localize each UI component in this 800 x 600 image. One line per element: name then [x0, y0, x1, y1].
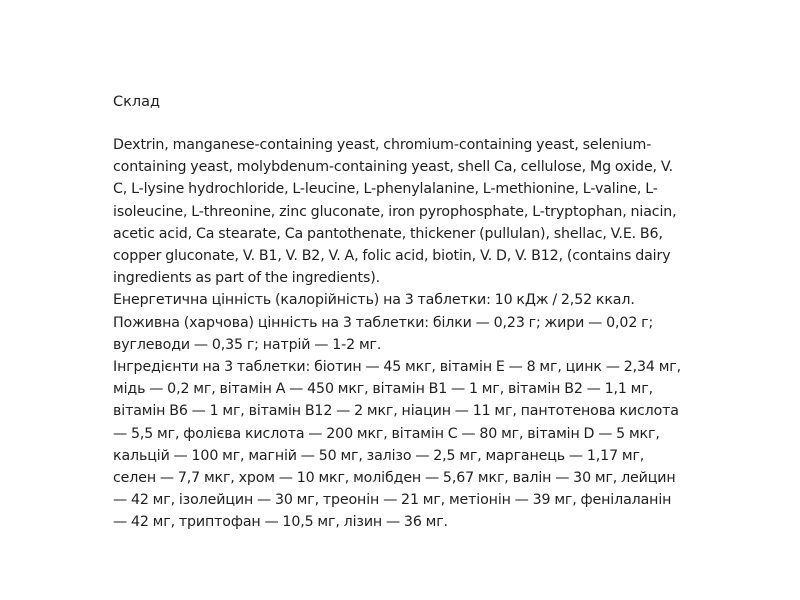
- section-heading: Склад: [113, 94, 161, 110]
- ingredients-paragraph: Dextrin, manganese-containing yeast, chromium-containing yeast, selenium-containing yeast, molybdenum-containing yeast, shell Ca, cellulose, Mg oxide, V. C, L-lysine hydrochloride, L-leucine, L-phenylalanine, L-methionine, L-valine, L-isoleucine, L-threonine, zinc gluconate, iron pyrophosphate, L-tryptophan, niacin, acetic acid, Ca stearate, Ca pantothenate, thickener (pullulan), shellac, V.E. B6, copper gluconate, V. B1, V. B2, V. A, folic acid, biotin, V. D, V. B12, (contains dairy ingredients as part of the ingredients).: [113, 137, 677, 287]
- composition-section: [113, 92, 687, 534]
- nutrition-value-paragraph: Поживна (харчова) цінність на 3 таблетки: білки — 0,23 г; жири — 0,02 г; вуглеводи — 0,35 г; натрій — 1-2 мг.: [113, 314, 654, 353]
- dosage-ingredients-paragraph: Інгредієнти на 3 таблетки: біотин — 45 мкг, вітамін Е — 8 мг, цинк — 2,34 мг, мідь — 0,2 мг, вітамін А — 450 мкг, вітамін В1 — 1 мг, вітамін В2 — 1,1 мг, вітамін В6 — 1 мг, вітамін В12 — 2 мкг, ніацин — 11 мг, пантотенова кислота — 5,5 мг, фолієва кислота — 200 мкг, вітамін С — 80 мг, вітамін D — 5 мкг, кальцій — 100 мг, магній — 50 мг, залізо — 2,5 мг, марганець — 1,17 мг, селен — 7,7 мкг, хром — 10 мкг, молібден — 5,67 мкг, валін — 30 мг, лейцин — 42 мг, ізолейцин — 30 мг, треонін — 21 мг, метіонін — 39 мг, фенілаланін — 42 мг, триптофан — 10,5 мг, лізин — 36 мг.: [113, 359, 682, 531]
- energy-value-paragraph: Енергетична цінність (калорійність) на 3 таблетки: 10 кДж / 2,52 ккал.: [113, 292, 635, 309]
